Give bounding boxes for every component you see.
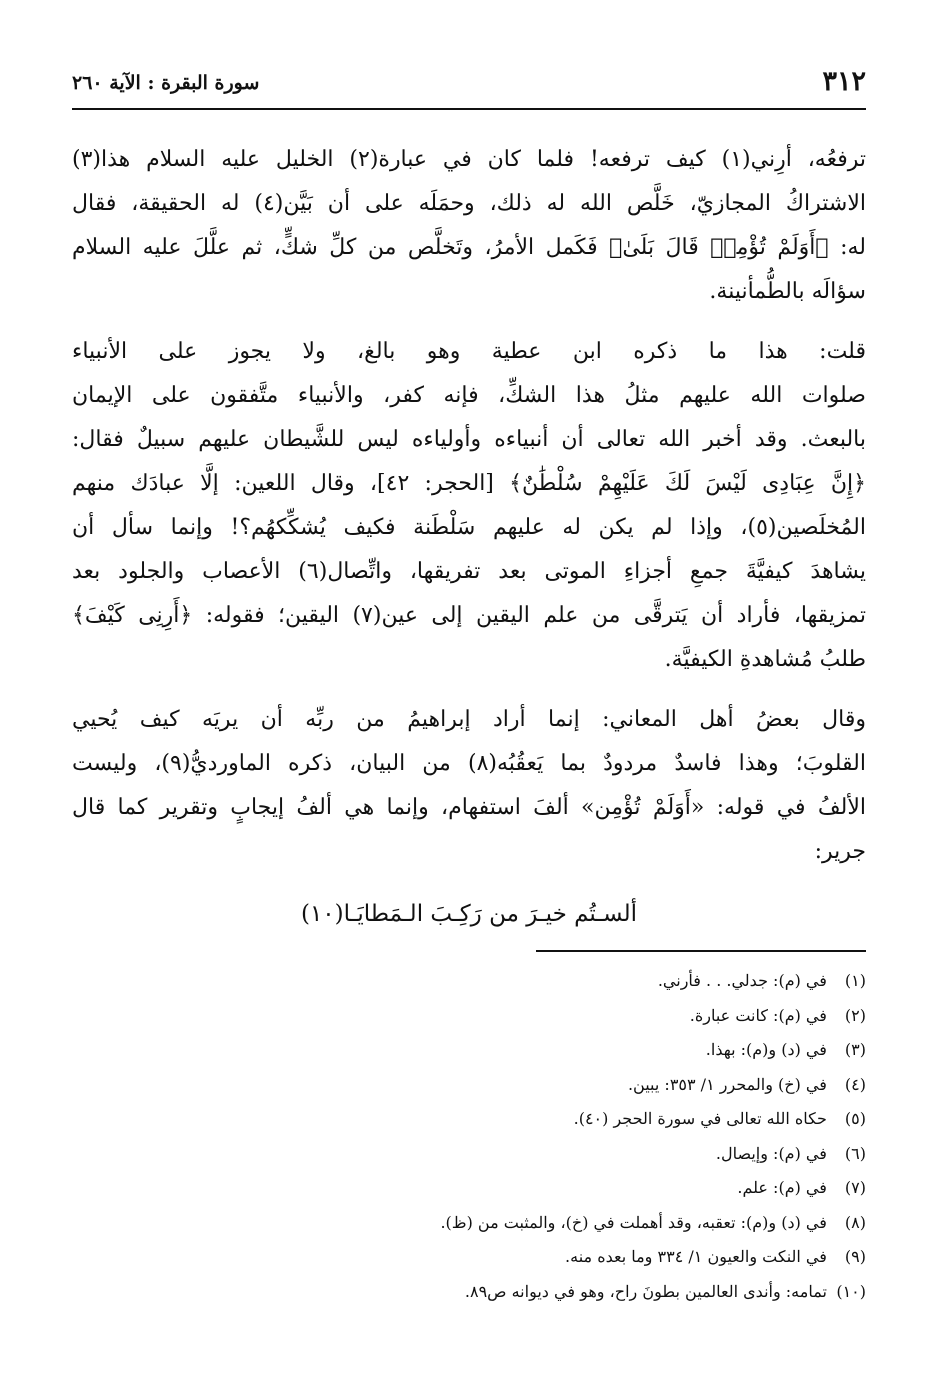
text-line: المُخلَصين(٥)، وإذا لم يكن له عليهم سَلْطَنة فكيف يُشكِّكهُم؟! وإنما سأل أن	[72, 515, 866, 540]
footnote	[72, 1171, 866, 1206]
footnote-number: (٦)	[844, 1143, 866, 1163]
text-line: وقال بعضُ أهل المعاني: إنما أراد إبراهيمُ من ربِّه أن يريَه كيف يُحيي	[72, 707, 866, 732]
text-line: بالبعث. وقد أخبر الله تعالى أن أنبياءه وأولياءه ليس للشَّيطان عليهم سبيلٌ فقال:	[72, 427, 866, 452]
text-line: سؤالَه بالطُّمأنينة.	[709, 279, 866, 304]
page-number: ٣١٢	[822, 66, 866, 97]
footnote-text: في (م): كانت عبارة.	[689, 1005, 827, 1025]
text-line: القلوبَ؛ وهذا فاسدٌ مردودٌ بما يَعقُبُه(٨) من البيان، ذكره الماورديُّ(٩)، وليست	[72, 751, 866, 776]
text-line: ترفعُه، أرِني(١) كيف ترفعه! فلما كان في عبارة(٢) الخليل عليه السلام هذا(٣)	[72, 147, 866, 172]
footnote-number: (١٠)	[836, 1281, 866, 1301]
footnote	[72, 964, 866, 999]
footnote-text: في (م): وإيصال.	[715, 1143, 827, 1163]
footnote	[72, 1068, 866, 1103]
footnote	[72, 1240, 866, 1275]
header-title: سورة البقرة : الآية ٢٦٠	[72, 72, 260, 94]
footnote-text: تمامه: وأندى العالمين بطونَ راح، وهو في ديوانه ص٨٩.	[464, 1281, 827, 1301]
footnote-number: (٧)	[844, 1178, 866, 1197]
text-line: تمزيقها، فأراد أن يَترقَّى من علم اليقين إلى عين(٧) اليقين؛ فقوله: ﴿أَرِنِى كَيْفَ﴾	[72, 603, 866, 628]
footnote	[72, 1137, 866, 1172]
footnote-number: (٣)	[844, 1040, 866, 1059]
footnote	[72, 1275, 866, 1310]
footnote-divider	[536, 950, 866, 952]
footnote	[72, 1033, 866, 1068]
text-line: الألفُ في قوله: «أَوَلَمْ تُؤْمِن» ألفَ استفهام، وإنما هي ألفُ إيجابٍ وتقرير كما قال	[72, 795, 866, 820]
header-divider	[72, 108, 866, 110]
footnote-number: (٢)	[844, 1005, 866, 1025]
text-line: ﴿إِنَّ عِبَادِى لَيْسَ لَكَ عَلَيْهِمْ سُلْطَٰنٌ﴾ [الحجر: ٤٢]، وقال اللعين: إلَّا عبادَك منهم	[72, 471, 866, 496]
poetry-verse: ألسـتُم خيـرَ من رَكِـبَ الـمَطايَـا(١٠)	[300, 901, 638, 927]
footnote-number: (٥)	[844, 1109, 866, 1128]
footnotes-list	[72, 964, 866, 1309]
footnote-number: (٩)	[844, 1247, 866, 1266]
text-line: يشاهدَ كيفيَّةَ جمعِ أجزاءِ الموتى بعد تفريقها، واتِّصال(٦) الأعصاب والجلود بعد	[72, 559, 866, 584]
footnote-text: حكاه الله تعالى في سورة الحجر (٤٠).	[573, 1109, 827, 1128]
footnote-number: (٨)	[844, 1212, 866, 1232]
footnote	[72, 999, 866, 1034]
footnote-number: (١)	[844, 971, 866, 990]
paragraph-2	[72, 330, 866, 682]
text-line: له: ﴿أَوَلَمْ تُؤْمِنۖ قَالَ بَلَىٰ﴾ فَكَمل الأمرُ، وتَخلَّص من كلِّ شكٍّ، ثم علَّلَ عليه السلام	[72, 235, 866, 260]
text-line: جرير:	[814, 839, 866, 864]
text-line: طلبُ مُشاهدةِ الكيفيَّة.	[664, 647, 866, 672]
footnote-text: في النكت والعيون ١/ ٣٣٤ وما بعده منه.	[565, 1247, 827, 1266]
footnote-number: (٤)	[844, 1074, 866, 1094]
footnote-text: في (خ) والمحرر ١/ ٣٥٣: يبين.	[627, 1074, 827, 1094]
footnote-text: في (م): علم.	[737, 1178, 827, 1197]
paragraph-1	[72, 138, 866, 314]
text-line: الاشتراكُ المجازيّ، خَلَّص الله له ذلك، وحمَلَه على أن بَيَّن(٤) له الحقيقة، فقال	[72, 191, 867, 216]
footnote	[72, 1206, 866, 1241]
running-header	[72, 64, 866, 104]
footnote	[72, 1102, 866, 1137]
footnote-text: في (د) و(م): تعقبه، وقد أهملت في (خ)، والمثبت من (ظ).	[440, 1212, 827, 1232]
paragraph-3	[72, 698, 866, 874]
footnote-text: في (د) و(م): بهذا.	[705, 1040, 827, 1059]
text-line: قلت: هذا ما ذكره ابن عطية وهو بالغ، ولا يجوز على الأنبياء	[72, 339, 866, 364]
text-line: صلوات الله عليهم مثلُ هذا الشكِّ، فإنه كفر، والأنبياء متَّفقون على الإيمان	[72, 383, 866, 408]
footnote-text: في (م): جدلي. . . فأرني.	[657, 971, 827, 990]
main-text	[72, 138, 866, 936]
